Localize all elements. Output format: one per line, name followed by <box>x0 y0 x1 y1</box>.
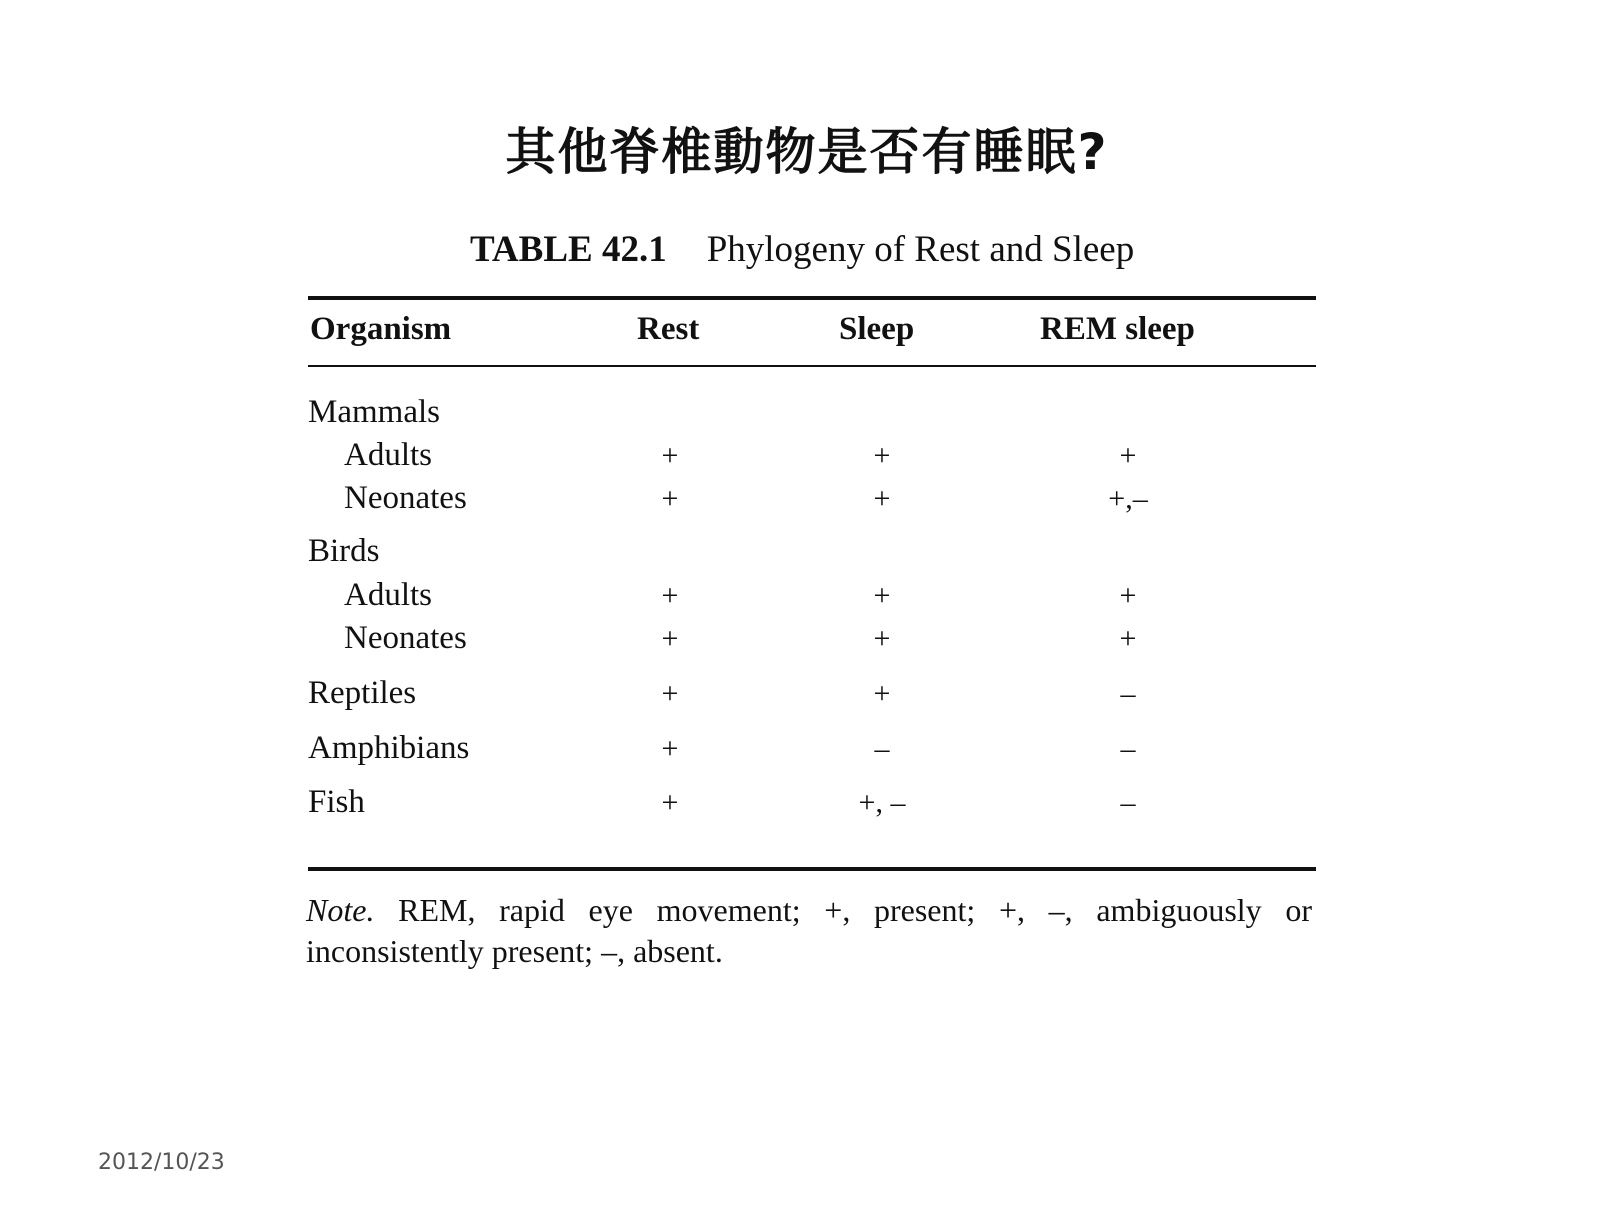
cell-rest: + <box>661 732 679 765</box>
row-organism: Fish <box>308 784 365 820</box>
header-sleep: Sleep <box>839 311 915 347</box>
table-caption-text: Phylogeny of Rest and Sleep <box>706 229 1135 270</box>
header-rem-sleep: REM sleep <box>1040 311 1195 347</box>
table-number: TABLE 42.1 <box>470 229 667 270</box>
cell-rem: + <box>1119 622 1137 655</box>
cell-rem: + <box>1119 579 1137 612</box>
header-rule <box>308 365 1316 367</box>
cell-sleep: +, – <box>858 786 906 819</box>
cell-rest: + <box>661 482 679 515</box>
table-caption <box>470 228 1134 271</box>
row-organism: Birds <box>308 533 380 569</box>
cell-sleep: + <box>873 439 891 472</box>
row-organism: Mammals <box>308 394 440 430</box>
cell-rem: +,– <box>1108 482 1148 515</box>
cell-rem: + <box>1119 439 1137 472</box>
note-label: Note. <box>306 892 375 928</box>
cell-sleep: – <box>874 732 890 765</box>
note-text: REM, rapid eye movement; +, present; +, –, ambiguously or inconsistently present; –, absent. <box>306 892 1312 969</box>
table-top-rule <box>308 296 1316 300</box>
row-organism: Neonates <box>344 480 467 516</box>
slide-title: 其他脊椎動物是否有睡眠? <box>505 123 1109 181</box>
row-organism: Amphibians <box>308 730 470 766</box>
cell-rem: – <box>1120 786 1136 819</box>
table-bottom-rule <box>308 867 1316 871</box>
table-note <box>306 890 1312 972</box>
row-organism: Neonates <box>344 620 467 656</box>
cell-rem: – <box>1120 677 1136 710</box>
cell-rem: – <box>1120 732 1136 765</box>
cell-sleep: + <box>873 622 891 655</box>
cell-sleep: + <box>873 482 891 515</box>
slide-date: 2012/10/23 <box>98 1150 225 1175</box>
row-organism: Reptiles <box>308 675 417 711</box>
header-rest: Rest <box>637 311 700 347</box>
row-organism: Adults <box>344 437 433 473</box>
cell-rest: + <box>661 439 679 472</box>
cell-rest: + <box>661 786 679 819</box>
cell-rest: + <box>661 622 679 655</box>
cell-rest: + <box>661 677 679 710</box>
cell-sleep: + <box>873 579 891 612</box>
row-organism: Adults <box>344 577 433 613</box>
header-organism: Organism <box>310 311 452 347</box>
cell-rest: + <box>661 579 679 612</box>
cell-sleep: + <box>873 677 891 710</box>
